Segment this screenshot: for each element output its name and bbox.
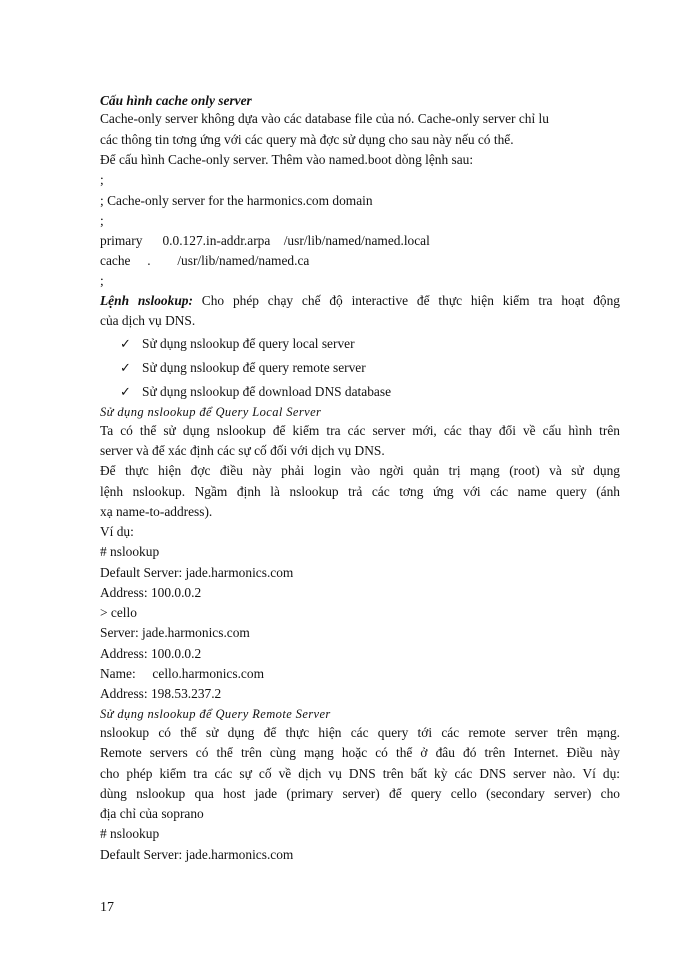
example-line: Default Server: jade.harmonics.com bbox=[100, 565, 294, 580]
bullet-text: Sử dụng nslookup để query remote server bbox=[142, 360, 366, 375]
intro-line: Cache-only server không dựa vào các database file của nó. Cache-only server chỉ lu bbox=[100, 111, 549, 126]
section-heading: Cấu hình cache only server bbox=[100, 93, 252, 108]
local-para-line: lệnh nslookup. Ngầm định là nslookup trả các tơng ứng với các name query (ánh bbox=[100, 484, 620, 499]
intro-line: Để cấu hình Cache-only server. Thêm vào named.boot dòng lệnh sau: bbox=[100, 152, 474, 167]
config-line: ; Cache-only server for the harmonics.com domain bbox=[100, 193, 373, 208]
remote-example-line: # nslookup bbox=[100, 826, 160, 841]
example-line: Ví dụ: bbox=[100, 524, 134, 539]
example-line: > cello bbox=[100, 605, 137, 620]
checkmark-icon: ✓ bbox=[120, 384, 131, 399]
nslookup-paragraph bbox=[100, 292, 620, 310]
remote-example-line: Default Server: jade.harmonics.com bbox=[100, 847, 294, 862]
checkmark-icon: ✓ bbox=[120, 360, 131, 375]
remote-para-line: nslookup có thể sử dụng để thực hiện các query tới các remote server trên mạng. bbox=[100, 725, 620, 740]
local-para-line: Ta có thể sử dụng nslookup để kiểm tra các server mới, các thay đổi về cấu hình trên bbox=[100, 423, 620, 438]
config-line: primary 0.0.127.in-addr.arpa /usr/lib/named/named.local bbox=[100, 233, 430, 248]
remote-para-line: dùng nslookup qua host jade (primary server) để query cello (secondary server) cho bbox=[100, 786, 620, 801]
config-line: ; bbox=[100, 172, 104, 187]
subheading-local: Sử dụng nslookup để Query Local Server bbox=[100, 405, 322, 419]
remote-para-line: cho phép kiểm tra các sự cố về dịch vụ DNS trên bất kỳ các DNS server nào. Ví dụ: bbox=[100, 766, 620, 781]
example-line: Address: 100.0.0.2 bbox=[100, 646, 202, 661]
local-para-line: xạ name-to-address). bbox=[100, 504, 213, 519]
bullet-text: Sử dụng nslookup để query local server bbox=[142, 336, 355, 351]
local-para-line: Để thực hiện đợc điều này phải login vào ngời quản trị mạng (root) và sử dụng bbox=[100, 463, 620, 478]
config-line: ; bbox=[100, 213, 104, 228]
intro-line: các thông tin tơng ứng với các query mà đợc sử dụng cho sau này nếu có thể. bbox=[100, 132, 514, 147]
remote-para-line: địa chỉ của soprano bbox=[100, 806, 204, 821]
config-line: ; bbox=[100, 273, 104, 288]
local-para-line: server và để xác định các sự cố đối với dịch vụ DNS. bbox=[100, 443, 385, 458]
page-number: 17 bbox=[100, 900, 114, 915]
subheading-remote: Sử dụng nslookup để Query Remote Server bbox=[100, 707, 331, 721]
example-line: # nslookup bbox=[100, 544, 160, 559]
config-line: cache . /usr/lib/named/named.ca bbox=[100, 253, 310, 268]
bullet-text: Sử dụng nslookup để download DNS database bbox=[142, 384, 392, 399]
example-line: Address: 198.53.237.2 bbox=[100, 686, 222, 701]
nslookup-desc: Cho phép chạy chế độ interactive để thực hiện kiểm tra hoạt động bbox=[201, 293, 620, 308]
example-line: Server: jade.harmonics.com bbox=[100, 625, 250, 640]
remote-para-line: Remote servers có thể trên cùng mạng hoặc có thể ở đâu đó trên Internet. Điều này bbox=[100, 745, 620, 760]
nslookup-label: Lệnh nslookup: bbox=[100, 293, 193, 308]
nslookup-desc-cont: của dịch vụ DNS. bbox=[100, 313, 196, 328]
example-line: Address: 100.0.0.2 bbox=[100, 585, 202, 600]
example-line: Name: cello.harmonics.com bbox=[100, 666, 264, 681]
checkmark-icon: ✓ bbox=[120, 336, 131, 351]
